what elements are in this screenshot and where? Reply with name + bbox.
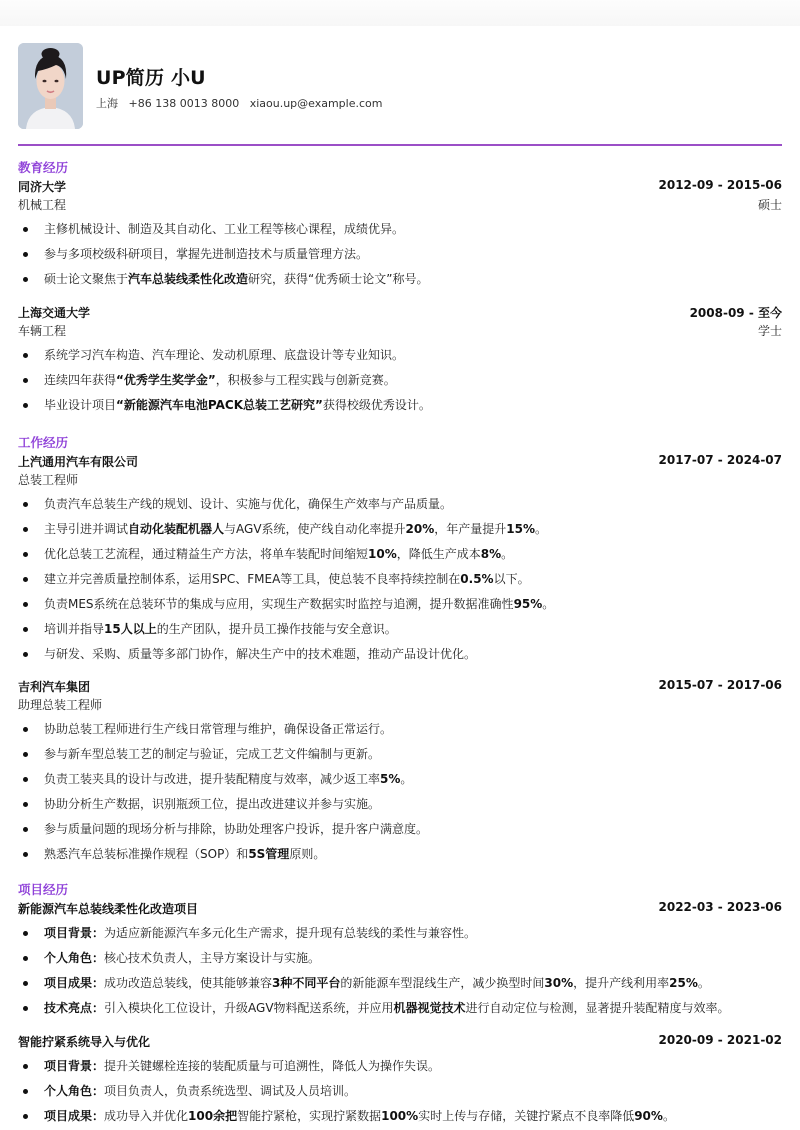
- bullet-item: [18, 246, 782, 271]
- education-date: 2008-09 - 至今: [689, 306, 782, 320]
- bullet-text: 。: [535, 522, 548, 536]
- education-major-row: [18, 322, 782, 339]
- work-date: 2015-07 - 2017-06: [658, 678, 782, 692]
- bullet-text: 参与新车型总装工艺的制定与验证，完成工艺文件编制与更新。: [44, 747, 381, 761]
- bullet-text: 协助总装工程师进行生产线日常管理与维护，确保设备正常运行。: [44, 722, 393, 736]
- bullet-text: 负责工装夹具的设计与改进，提升装配精度与效率，减少返工率: [44, 772, 381, 786]
- email: xiaou.up@example.com: [249, 97, 383, 110]
- highlight-text: 15%: [506, 522, 536, 536]
- major: 机械工程: [18, 198, 67, 212]
- bullet-text: 原则。: [289, 847, 326, 861]
- highlight-text: 0.5%: [460, 572, 494, 586]
- bullet-item: [18, 271, 782, 296]
- bullet-item: [18, 721, 782, 746]
- bullet-item: [18, 372, 782, 397]
- bullet-text: 成功导入并优化: [104, 1109, 189, 1123]
- job-role: 总装工程师: [18, 473, 79, 487]
- major: 车辆工程: [18, 324, 67, 338]
- bullet-text: ，积极参与工程实践与创新竞赛。: [215, 373, 396, 387]
- highlight-text: 汽车总装线柔性化改造: [128, 272, 249, 286]
- bullet-text: 系统学习汽车构造、汽车理论、发动机原理、底盘设计等专业知识。: [44, 348, 405, 362]
- bullet-text: 培训并指导: [44, 622, 105, 636]
- bullet-item: [18, 571, 782, 596]
- bullet-item: [18, 1000, 782, 1025]
- bullet-text: 与AGV系统，使产线自动化率提升: [224, 522, 406, 536]
- bullet-item: [18, 397, 782, 422]
- bullet-text: ，提升产线利用率: [573, 976, 670, 990]
- bullet-text: 。: [542, 597, 555, 611]
- location: 上海: [96, 97, 118, 110]
- bullet-text: 为适应新能源汽车多元化生产需求，提升现有总装线的柔性与兼容性。: [104, 926, 477, 940]
- education-date: 2012-09 - 2015-06: [658, 178, 782, 192]
- project-row: [18, 1033, 782, 1050]
- work-company-row: [18, 453, 782, 470]
- bullet-item: [18, 1083, 782, 1108]
- school-name: 同济大学: [18, 180, 67, 194]
- avatar-photo-icon: [18, 43, 83, 129]
- company-name: 上汽通用汽车有限公司: [18, 455, 139, 469]
- section-title-work: 工作经历: [18, 435, 69, 450]
- education-major-row: [18, 196, 782, 213]
- highlight-text: 项目成果：: [44, 976, 105, 990]
- highlight-text: 项目背景：: [44, 1059, 105, 1073]
- degree: 学士: [757, 324, 782, 338]
- header-divider: [18, 144, 782, 146]
- project-name: 智能拧紧系统导入与优化: [18, 1035, 151, 1049]
- project-row: [18, 900, 782, 917]
- highlight-text: 100余把: [188, 1109, 238, 1123]
- bullet-text: 。: [501, 547, 514, 561]
- education-school-row: [18, 178, 782, 195]
- bullet-item: [18, 821, 782, 846]
- bullet-text: 实时上传与存储，关键拧紧点不良率降低: [418, 1109, 635, 1123]
- bullet-item: [18, 621, 782, 646]
- bullet-text: 成功改造总装线，使其能够兼容: [104, 976, 273, 990]
- bullet-item: [18, 1108, 782, 1130]
- highlight-text: 30%: [544, 976, 574, 990]
- bullet-text: 毕业设计项目: [44, 398, 117, 412]
- bullet-text: 与研发、采购、质量等多部门协作，解决生产中的技术难题，推动产品设计优化。: [44, 647, 477, 661]
- bullet-text: 引入模块化工位设计，升级AGV物料配送系统，并应用: [104, 1001, 394, 1015]
- bullet-item: [18, 646, 782, 671]
- bullet-item: [18, 925, 782, 950]
- bullet-text: ，年产量提升: [434, 522, 507, 536]
- work-bullets: [18, 496, 782, 671]
- bullet-text: 核心技术负责人，主导方案设计与实施。: [104, 951, 321, 965]
- bullet-item: [18, 521, 782, 546]
- bullet-text: 项目负责人，负责系统选型、调试及人员培训。: [104, 1084, 357, 1098]
- bullet-item: [18, 596, 782, 621]
- highlight-text: 个人角色：: [44, 1084, 105, 1098]
- bullet-item: [18, 746, 782, 771]
- education-bullets: [18, 347, 782, 422]
- bullet-text: 主修机械设计、制造及其自动化、工业工程等核心课程，成绩优异。: [44, 222, 405, 236]
- highlight-text: 10%: [368, 547, 397, 561]
- bullet-text: 智能拧紧枪，实现拧紧数据: [237, 1109, 382, 1123]
- contact-info: [96, 95, 389, 111]
- highlight-text: 25%: [669, 976, 698, 990]
- highlight-text: 95%: [513, 597, 543, 611]
- highlight-text: 15人以上: [104, 622, 157, 636]
- bullet-text: 优化总装工艺流程，通过精益生产方法，将单车装配时间缩短: [44, 547, 369, 561]
- section-title-education: 教育经历: [18, 160, 69, 175]
- project-bullets: [18, 1058, 782, 1130]
- bullet-text: 获得校级优秀设计。: [322, 398, 431, 412]
- bullet-text: 协助分析生产数据，识别瓶颈工位，提出改进建议并参与实施。: [44, 797, 381, 811]
- bullet-text: 连续四年获得: [44, 373, 117, 387]
- bullet-text: 建立并完善质量控制体系，运用SPC、FMEA等工具，使总装不良率持续控制在: [44, 572, 461, 586]
- bullet-item: [18, 347, 782, 372]
- project-date: 2020-09 - 2021-02: [658, 1033, 782, 1047]
- project-name: 新能源汽车总装线柔性化改造项目: [18, 902, 199, 916]
- job-role: 助理总装工程师: [18, 698, 103, 712]
- work-bullets: [18, 721, 782, 871]
- bullet-item: [18, 221, 782, 246]
- highlight-text: “优秀学生奖学金”: [116, 373, 216, 387]
- bullet-text: 熟悉汽车总装标准操作规程（SOP）和: [44, 847, 249, 861]
- highlight-text: 90%: [634, 1109, 663, 1123]
- bullet-text: 的新能源车型混线生产，减少换型时间: [340, 976, 545, 990]
- bullet-text: 负责汽车总装生产线的规划、设计、实施与优化，确保生产效率与产品质量。: [44, 497, 453, 511]
- highlight-text: “新能源汽车电池PACK总装工艺研究”: [116, 398, 323, 412]
- bullet-item: [18, 975, 782, 1000]
- highlight-text: 100%: [381, 1109, 419, 1123]
- highlight-text: 项目成果：: [44, 1109, 105, 1123]
- bullet-item: [18, 1058, 782, 1083]
- bullet-text: 进行自动定位与检测，显著提升装配精度与效率。: [465, 1001, 730, 1015]
- work-role-row: [18, 471, 782, 488]
- bullet-text: 研究，获得“优秀硕士论文”称号。: [248, 272, 429, 286]
- company-name: 吉利汽车集团: [18, 680, 91, 694]
- bullet-text: 提升关键螺栓连接的装配质量与可追溯性，降低人为操作失误。: [104, 1059, 441, 1073]
- candidate-name: UP简历 小U: [96, 67, 206, 89]
- highlight-text: 3种不同平台: [272, 976, 341, 990]
- avatar: [18, 43, 83, 129]
- top-bar: [0, 0, 800, 26]
- highlight-text: 项目背景：: [44, 926, 105, 940]
- work-date: 2017-07 - 2024-07: [658, 453, 782, 467]
- project-bullets: [18, 925, 782, 1025]
- work-role-row: [18, 696, 782, 713]
- degree: 硕士: [757, 198, 782, 212]
- resume-header: [18, 43, 782, 129]
- bullet-item: [18, 950, 782, 975]
- bullet-text: 负责MES系统在总装环节的集成与应用，实现生产数据实时监控与追溯，提升数据准确性: [44, 597, 514, 611]
- bullet-text: 的生产团队，提升员工操作技能与安全意识。: [156, 622, 397, 636]
- bullet-text: 主导引进并调试: [44, 522, 129, 536]
- bullet-text: 硕士论文聚焦于: [44, 272, 129, 286]
- bullet-text: 。: [662, 1109, 675, 1123]
- highlight-text: 8%: [480, 547, 502, 561]
- bullet-item: [18, 796, 782, 821]
- bullet-item: [18, 771, 782, 796]
- school-name: 上海交通大学: [18, 306, 91, 320]
- education-bullets: [18, 221, 782, 296]
- highlight-text: 个人角色：: [44, 951, 105, 965]
- bullet-item: [18, 546, 782, 571]
- bullet-item: [18, 496, 782, 521]
- highlight-text: 20%: [405, 522, 435, 536]
- highlight-text: 5%: [380, 772, 401, 786]
- section-title-projects: 项目经历: [18, 882, 69, 897]
- highlight-text: 机器视觉技术: [393, 1001, 466, 1015]
- phone: +86 138 0013 8000: [128, 97, 240, 110]
- bullet-text: 。: [697, 976, 710, 990]
- bullet-text: ，降低生产成本: [396, 547, 481, 561]
- bullet-text: 。: [400, 772, 413, 786]
- highlight-text: 5S管理: [248, 847, 290, 861]
- work-company-row: [18, 678, 782, 695]
- highlight-text: 自动化装配机器人: [128, 522, 225, 536]
- bullet-text: 以下。: [493, 572, 530, 586]
- bullet-text: 参与多项校级科研项目，掌握先进制造技术与质量管理方法。: [44, 247, 369, 261]
- highlight-text: 技术亮点：: [44, 1001, 105, 1015]
- bullet-text: 参与质量问题的现场分析与排除，协助处理客户投诉，提升客户满意度。: [44, 822, 429, 836]
- bullet-item: [18, 846, 782, 871]
- project-date: 2022-03 - 2023-06: [658, 900, 782, 914]
- education-school-row: [18, 304, 782, 321]
